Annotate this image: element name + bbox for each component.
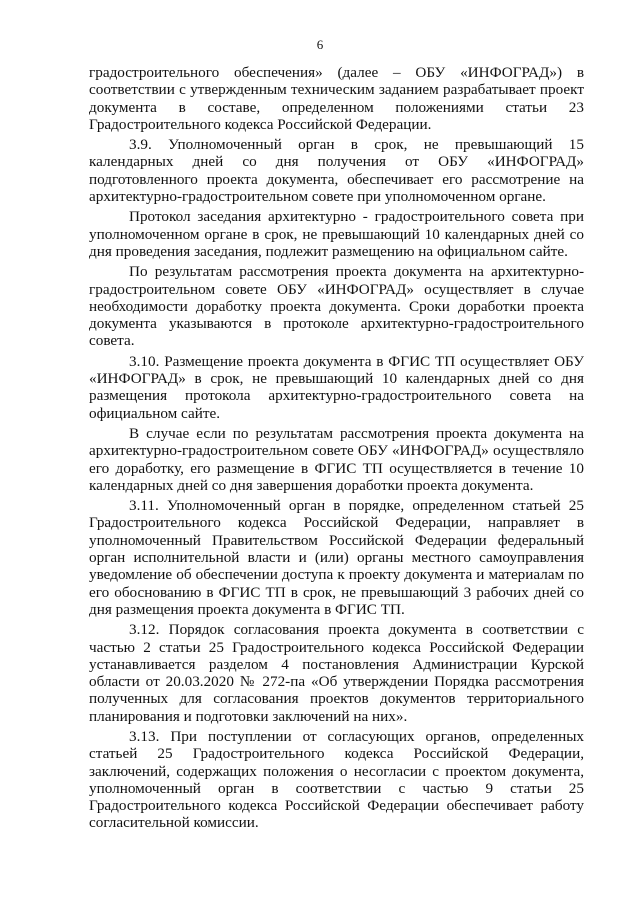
paragraph-3-13: 3.13. При поступлении от согласующих органов, определенных статьей 25 Градостроительного кодекса Российской Федерации, заключений, содержащих положения о несогласии с проектом документа, уполномоченный орган в соответствии с частью 9 статьи 25 Градостроительного кодекса Российской Федерации обеспечивает работу согласительной комиссии. [89,727,584,832]
paragraph-3-11: 3.11. Уполномоченный орган в порядке, определенном статьей 25 Градостроительного кодекса Российской Федерации, направляет в уполномоченный Правительством Российской Федерации федеральный орган исполнительной власти и (или) органы местного самоуправления уведомление об обеспечении доступа к проекту документа и материалам по его обоснованию в ФГИС ТП в срок, не превышающий 3 рабочих дней со дня размещения проекта документа в ФГИС ТП. [89,497,584,618]
paragraph-3-10: 3.10. Размещение проекта документа в ФГИС ТП осуществляет ОБУ «ИНФОГРАД» в срок, не превышающий 10 календарных дней со дня размещения протокола архитектурно-градостроительного совета на официальном сайте. [89,352,584,422]
paragraph-3-12: 3.12. Порядок согласования проекта документа в соответствии с частью 2 статьи 25 Градостроительного кодекса Российской Федерации устанавливается разделом 4 постановления Администрации Курской области от 20.03.2020 № 272-па «Об утверждении Порядка рассмотрения полученных для согласования проектов документов территориального планирования и подготовки заключений на них». [89,621,584,725]
paragraph-continuation: градостроительного обеспечения» (далее – ОБУ «ИНФОГРАД») в соответствии с утвержденным техническим заданием разрабатывает проект документа в составе, определенном положениями статьи 23 Градостроительного кодекса Российской Федерации. [89,64,584,133]
document-body [89,64,584,832]
paragraph-3-9: 3.9. Уполномоченный орган в срок, не превышающий 15 календарных дней со дня получения от ОБУ «ИНФОГРАД» подготовленного проекта документа, обеспечивает его рассмотрение на архитектурно-градостроительном совете при уполномоченном органе. [89,136,584,206]
paragraph-review-results: По результатам рассмотрения проекта документа на архитектурно-градостроительном совете ОБУ «ИНФОГРАД» осуществляет в случае необходимости доработку проекта документа. Сроки доработки проекта документа указываются в протоколе архитектурно-градостроительного совета. [89,263,584,350]
page-number: 6 [316,37,324,52]
paragraph-revision-case: В случае если по результатам рассмотрения проекта документа на архитектурно-градостроительном совете ОБУ «ИНФОГРАД» осуществляло его доработку, его размещение в ФГИС ТП осуществляется в течение 10 календарных дней со дня завершения доработки проекта документа. [89,424,584,494]
paragraph-protocol: Протокол заседания архитектурно - градостроительного совета при уполномоченном органе в срок, не превышающий 10 календарных дней со дня проведения заседания, подлежит размещению на официальном сайте. [89,208,584,260]
